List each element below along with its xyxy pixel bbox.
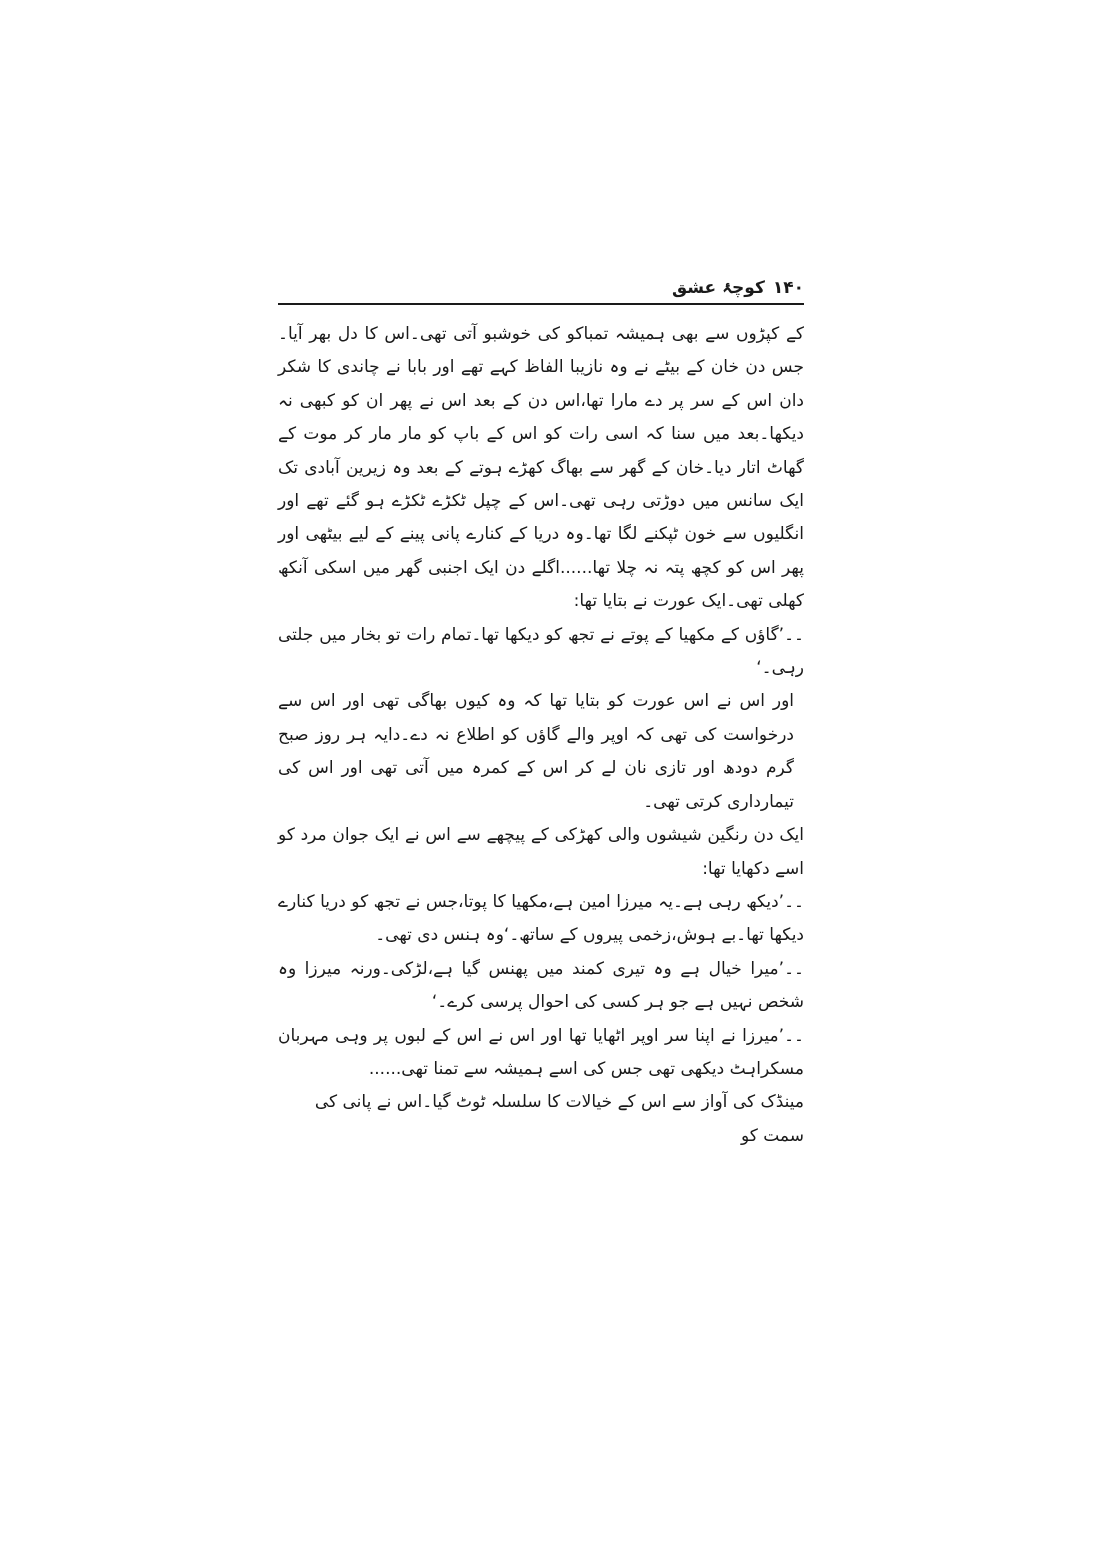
dialogue-paragraph: ۔۔’دیکھ رہی ہے۔یہ میرزا امین ہے،مکھیا کا پوتا،جس نے تجھ کو دریا کنارے دیکھا تھا۔بے ہوش،زخمی پیروں کے ساتھ۔‘وہ ہنس دی تھی۔ xyxy=(278,891,804,946)
dialogue-paragraph: ۔۔’میرا خیال ہے وہ تیری کمند میں پھنس گیا ہے،لڑکی۔ورنہ میرزا وہ شخص نہیں ہے جو ہر کسی کی احوال پرسی کرے۔‘ xyxy=(278,958,804,1013)
book-title: کوچۂ عشق xyxy=(671,278,765,298)
body-text xyxy=(278,318,804,1153)
paragraph: مینڈک کی آواز سے اس کے خیالات کا سلسلہ ٹوٹ گیا۔اس نے پانی کی سمت کو xyxy=(314,1092,804,1146)
paragraph: ایک دن رنگین شیشوں والی کھڑکی کے پیچھے سے اس نے ایک جوان مرد کو اسے دکھایا تھا: xyxy=(278,825,804,879)
dialogue-paragraph: ۔۔’گاؤں کے مکھیا کے پوتے نے تجھ کو دیکھا تھا۔تمام رات تو بخار میں جلتی رہی۔‘ xyxy=(278,624,804,679)
dialogue-paragraph: ۔۔’میرزا نے اپنا سر اوپر اٹھایا تھا اور اس نے اس کے لبوں پر وہی مہربان مسکراہٹ دیکھی تھی جس کی اسے ہمیشہ سے تمنا تھی...... xyxy=(278,1025,804,1079)
page-number: ۱۴۰ xyxy=(772,278,804,298)
header-rule xyxy=(278,303,804,305)
paragraph: کے کپڑوں سے بھی ہمیشہ تمباکو کی خوشبو آتی تھی۔اس کا دل بھر آیا۔جس دن خان کے بیٹے نے وہ نازیبا الفاظ کہے تھے اور بابا نے چاندی کا شکر دان اس کے سر پر دے مارا تھا،اس دن کے بعد اس نے پھر ان کو کبھی نہ دیکھا۔بعد میں سنا کہ اسی رات کو اس کے باپ کو مار مار کر موت کے گھاٹ اتار دیا۔خان کے گھر سے بھاگ کھڑے ہوتے کے بعد وہ زیرین آبادی تک ایک سانس میں دوڑتی رہی تھی۔اس کے چپل ٹکڑے ٹکڑے ہو گئے تھے اور انگلیوں سے خون ٹپکنے لگا تھا۔وہ دریا کے کنارے پانی پینے کے لیے بیٹھی اور پھر اس کو کچھ پتہ نہ چلا تھا......اگلے دن ایک اجنبی گھر میں اسکی آنکھ کھلی تھی۔ایک عورت نے بتایا تھا: xyxy=(278,324,804,612)
page-header xyxy=(278,272,804,298)
paragraph: اور اس نے اس عورت کو بتایا تھا کہ وہ کیوں بھاگی تھی اور اس سے درخواست کی تھی کہ اوپر والے گاؤں کو اطلاع نہ دے۔دایہ ہر روز صبح گرم دودھ اور تازی نان لے کر اس کے کمرہ میں آتی تھی اور اس کی تیمارداری کرتی تھی۔ xyxy=(278,691,794,812)
